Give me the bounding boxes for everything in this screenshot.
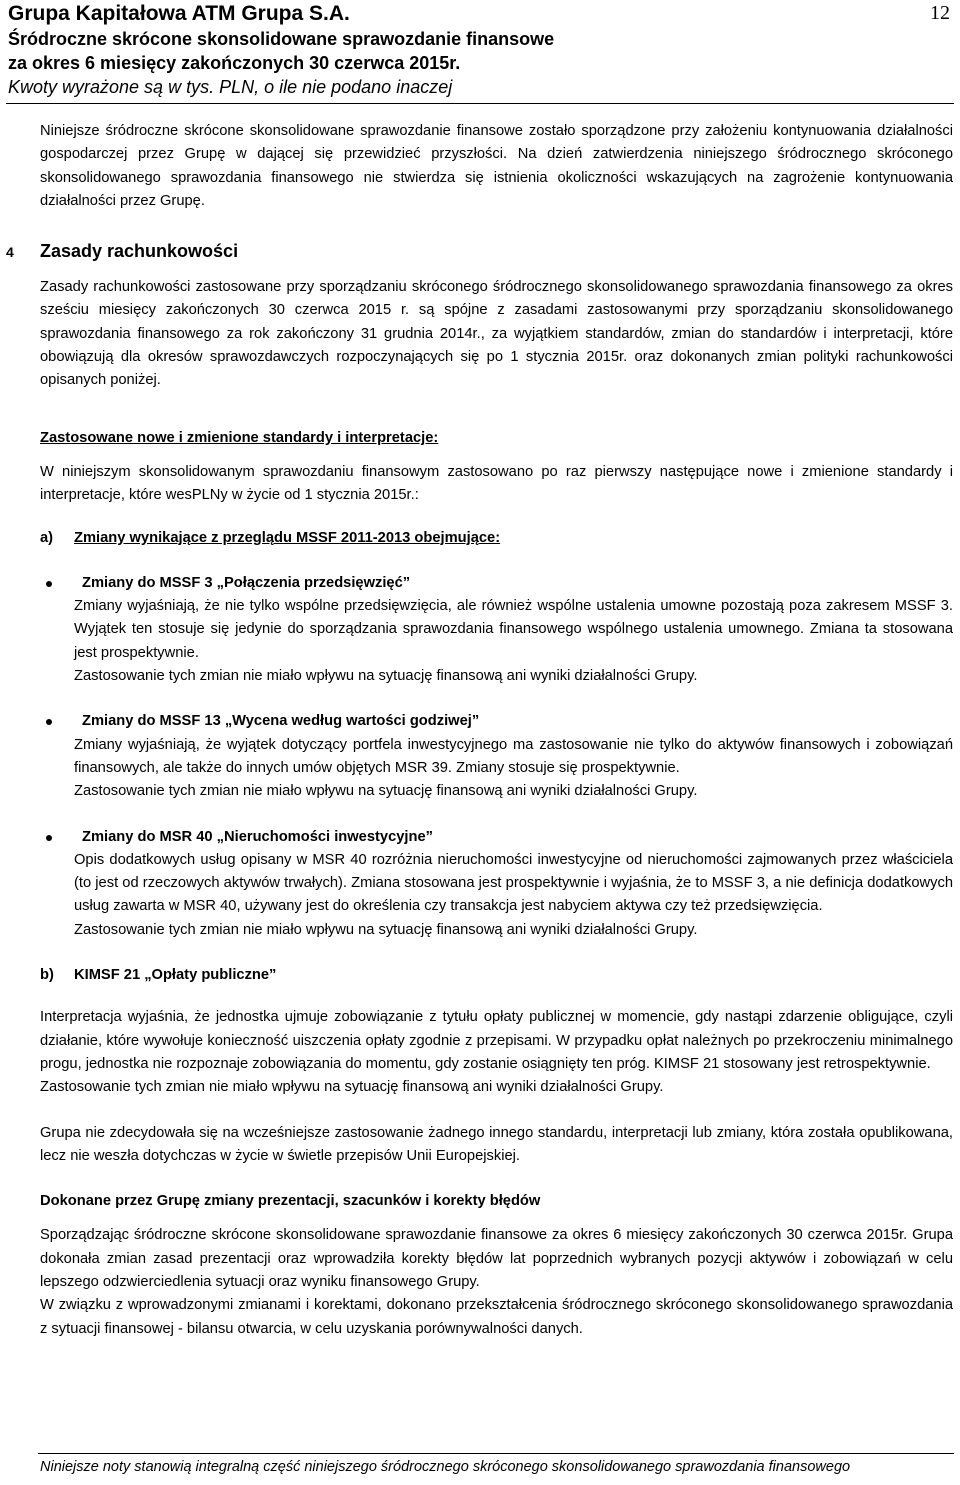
standards-intro: W niniejszym skonsolidowanym sprawozdaniu finansowym zastosowano po raz pierwszy następujące nowe i zmienione standardy i interpretacje, które wesPLNy w życie od 1 stycznia 2015r.: [40,463,953,504]
standard-item-impact: Zastosowanie tych zmian nie miało wpływu na sytuację finansową ani wyniki działalności Grupy. [74,921,698,938]
standard-item-heading [40,710,953,733]
intro-paragraph: Niniejsze śródroczne skrócone skonsolidowane sprawozdanie finansowe zostało sporządzone przy założeniu kontynuowania działalności gospodarczej przez Grupę w dającej się przewidzieć przyszłości. Na dzień zatwierdzenia niniejszego śródrocznego skróconego skonsolidowanego sprawozdania finansowego nie stwierdza się istnienia okoliczności wskazujących na zagrożenie kontynuowania działalności przez Grupę. [40,123,953,209]
kimsf-impact: Zastosowanie tych zmian nie miało wpływu na sytuację finansową ani wyniki działalności Grupy. [40,1079,664,1096]
standard-item-title: Zmiany do MSSF 13 „Wycena według wartości godziwej” [82,713,480,730]
standard-item-title: Zmiany do MSR 40 „Nieruchomości inwestycyjne” [82,828,433,845]
subsection-b-title: KIMSF 21 „Opłaty publiczne” [74,967,277,984]
report-period: za okres 6 miesięcy zakończonych 30 czerwca 2015r. [8,53,461,73]
early-adoption-note: Grupa nie zdecydowała się na wcześniejsze zastosowanie żadnego innego standardu, interpretacji lub zmiany, która została opublikowana, lecz nie weszła dotychczas w życie w świetle przepisów Unii Europejskiej. [40,1124,953,1164]
units-note: Kwoty wyrażone są w tys. PLN, o ile nie podano inaczej [8,77,453,97]
standards-heading: Zastosowane nowe i zmienione standardy i interpretacje: [40,429,439,446]
standard-item [40,710,953,803]
subsection-a [40,527,953,550]
header-divider [6,103,954,104]
page-number: 12 [930,2,950,24]
footer-divider [38,1453,954,1454]
subsection-a-title: Zmiany wynikające z przeglądu MSSF 2011-2013 obejmujące: [74,529,501,546]
standard-item [40,572,953,688]
standard-item-heading [40,826,953,849]
page-content [6,120,953,1341]
standard-item-impact: Zastosowanie tych zmian nie miało wpływu na sytuację finansową ani wyniki działalności Grupy. [74,668,698,685]
subsection-b [40,964,953,987]
standard-item-desc: Opis dodatkowych usług opisany w MSR 40 rozróżnia nieruchomości inwestycyjne od nieruchomości zajmowanych przez właściciela (to jest od rzeczowych aktywów trwałych). Zmiana stosowana jest prospektywnie i wyjaśnia, że to MSSF 3, a nie definicja dodatkowych usług zawarta w MSR 40, używany jest do określenia czy transakcja jest nabyciem aktywa czy też przedsięwzięcia. [74,851,953,915]
bullet-icon [46,835,52,841]
section-title: Zasady rachunkowości [40,241,239,262]
subsection-b-label: b) [40,967,54,984]
section-number: 4 [6,244,14,261]
section-heading [6,238,953,264]
changes-paragraph: Sporządzając śródroczne skrócone skonsolidowane sprawozdanie finansowe za okres 6 miesięcy zakończonych 30 czerwca 2015r. Grupa dokonała zmian zasad prezentacji oraz wprowadziła korekty błędów lat poprzednich wybranych pozycji aktywów i zobowiązań w celu lepszego odzwierciedlenia sytuacji oraz wyniku finansowego Grupy. [40,1227,953,1290]
page-footer: Niniejsze noty stanowią integralną część niniejszego śródrocznego skróconego skonsolidowanego sprawozdania finansowego [40,1459,851,1475]
standard-item [40,826,953,942]
standard-item-desc: Zmiany wyjaśniają, że wyjątek dotyczący portfela inwestycyjnego ma zastosowanie nie tylko do aktywów finansowych i zobowiązań finansowych, ale także do innych umów objętych MSR 39. Zmiany stosuje się prospektywnie. [74,736,953,776]
section-body: Zasady rachunkowości zastosowane przy sporządzaniu skróconego śródrocznego skonsolidowanego sprawozdania finansowego za okres sześciu miesięcy zakończonych 30 czerwca 2015 r. są spójne z zasadami zastosowanymi przy sporządzaniu skonsolidowanego sprawozdania finansowego za rok zakończony 31 grudnia 2014r., za wyjątkiem standardów, zmian do standardów i interpretacji, które obowiązują dla okresów sprawozdawczych rozpoczynających się po 1 stycznia 2015r. oraz dokonanych zmian polityki rachunkowości opisanych poniżej. [40,279,953,389]
standard-item-impact: Zastosowanie tych zmian nie miało wpływu na sytuację finansową ani wyniki działalności Grupy. [74,783,698,800]
bullet-icon [46,581,52,587]
kimsf-body: Interpretacja wyjaśnia, że jednostka ujmuje zobowiązanie z tytułu opłaty publicznej w momencie, gdy nastąpi zdarzenie obligujące, czyli działanie, które wywołuje konieczność uiszczenia opłaty zgodnie z przepisami. W przypadku opłat należnych po przekroczeniu minimalnego progu, jednostka nie rozpoznaje zobowiązania do momentu, gdy zostanie osiągnięty ten próg. KIMSF 21 stosowany jest retrospektywnie. [40,1009,953,1072]
changes-heading: Dokonane przez Grupę zmiany prezentacji, szacunków i korekty błędów [40,1193,541,1210]
subsection-a-label: a) [40,529,54,546]
standard-item-desc: Zmiany wyjaśniają, że nie tylko wspólne przedsięwzięcia, ale również wspólne ustalenia umowne pozostają poza zakresem MSSF 3. Wyjątek ten stosuje się jedynie do sporządzania sprawozdania finansowego wspólnego ustalenia umownego. Zmiana ta stosowana jest prospektywnie. [74,598,953,661]
company-name: Grupa Kapitałowa ATM Grupa S.A. [8,2,350,25]
bullet-icon [46,719,52,725]
standard-item-heading [40,572,953,595]
standard-item-title: Zmiany do MSSF 3 „Połączenia przedsięwzięć” [82,574,411,591]
changes-paragraph: W związku z wprowadzonymi zmianami i korektami, dokonano przekształcenia śródrocznego skróconego skonsolidowanego sprawozdania z sytuacji finansowej - bilansu otwarcia, w celu uzyskania porównywalności danych. [40,1297,953,1337]
report-title: Śródroczne skrócone skonsolidowane sprawozdanie finansowe [8,29,555,49]
